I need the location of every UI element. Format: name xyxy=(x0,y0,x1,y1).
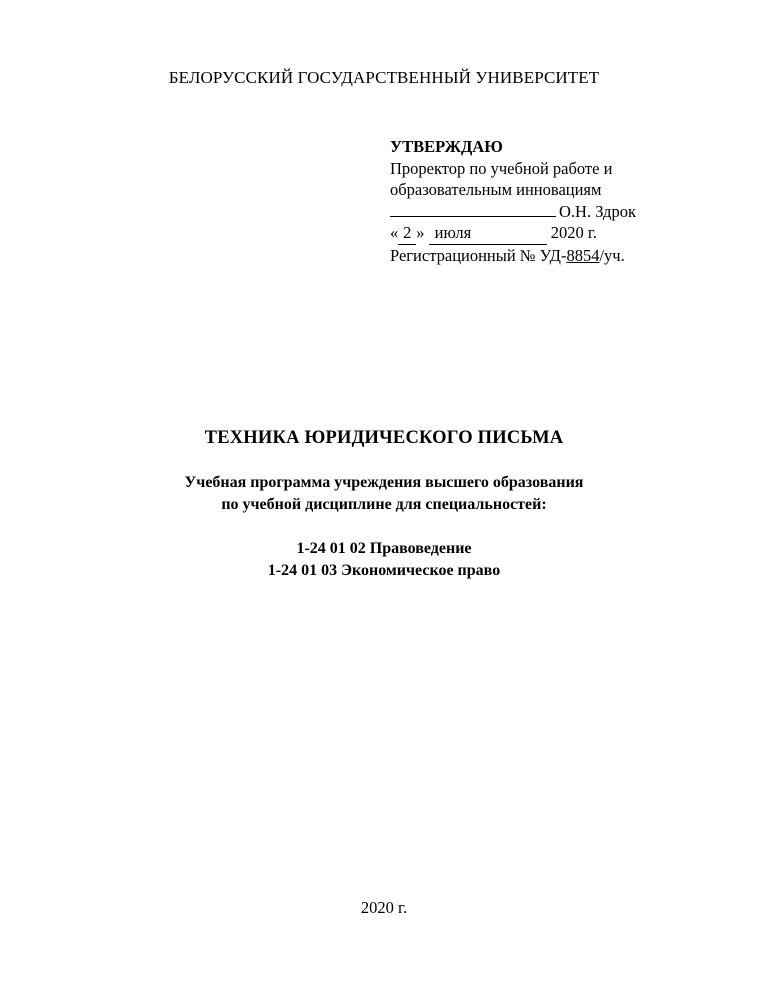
approval-date xyxy=(390,222,690,245)
university-name: БЕЛОРУССКИЙ ГОСУДАРСТВЕННЫЙ УНИВЕРСИТЕТ xyxy=(168,68,600,87)
approval-title: УТВЕРЖДАЮ xyxy=(390,137,503,156)
date-year: 2020 г. xyxy=(550,223,597,242)
reg-prefix: Регистрационный № УД- xyxy=(390,245,567,265)
approver-position-line-2: образовательным инновациям xyxy=(390,180,602,199)
subtitle-line-2: по учебной дисциплине для специальностей: xyxy=(221,496,547,513)
date-month: июля xyxy=(429,222,547,245)
specialties-list xyxy=(0,538,768,582)
reg-suffix: /уч. xyxy=(599,245,625,265)
signature-blank xyxy=(390,202,556,217)
date-day: 2 xyxy=(398,222,416,245)
approver-position-line-1: Проректор по учебной работе и xyxy=(390,158,613,178)
signer-name: О.Н. Здрок xyxy=(559,201,636,221)
document-year: 2020 г. xyxy=(360,898,408,917)
specialty-item: 1-24 01 02 Правоведение xyxy=(296,540,472,557)
reg-number: 8854 xyxy=(566,245,600,265)
date-close-quote: » xyxy=(416,223,425,242)
specialty-item: 1-24 01 03 Экономическое право xyxy=(267,562,501,579)
document-subtitle xyxy=(0,472,768,516)
approval-block xyxy=(390,136,690,266)
subtitle-line-1: Учебная программа учреждения высшего образования xyxy=(184,474,584,491)
registration-number xyxy=(390,245,690,267)
document-title: ТЕХНИКА ЮРИДИЧЕСКОГО ПИСЬМА xyxy=(204,428,564,448)
date-open-quote: « xyxy=(390,223,399,242)
signature-line xyxy=(390,201,690,223)
